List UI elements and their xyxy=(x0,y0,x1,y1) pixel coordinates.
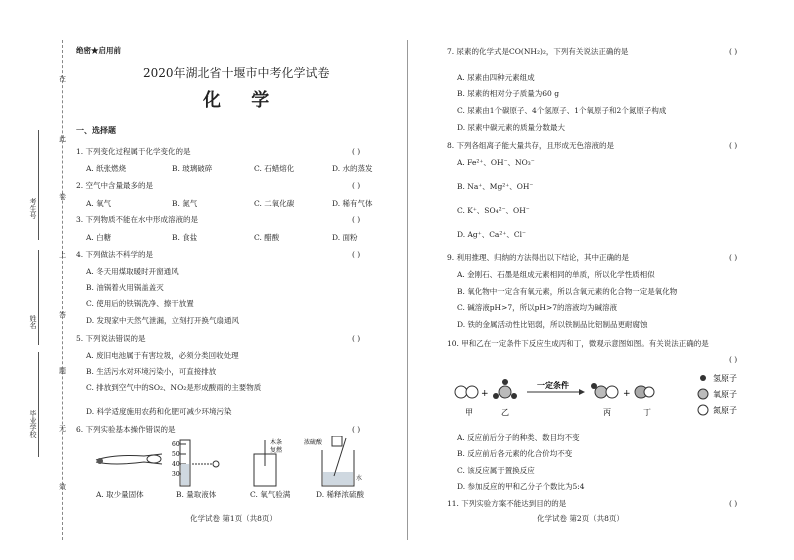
tick-label: 40 xyxy=(172,461,180,468)
option: B. 氧化物中一定含有氧元素，所以含氧元素的化合物一定是氧化物 xyxy=(457,287,678,296)
exam-title: 2020年湖北省十堰市中考化学试卷 xyxy=(143,66,330,80)
nitrogen-atom-icon xyxy=(698,405,708,415)
option: C. 二氧化碳 xyxy=(254,199,295,208)
tick-label: 30 xyxy=(172,471,180,478)
answer-paren: ( ) xyxy=(729,253,738,262)
answer-paren: ( ) xyxy=(352,425,361,434)
question-stem: 9. 利用推理、归纳的方法得出以下结论，其中正确的是 xyxy=(447,253,630,262)
binding-char: 卷 xyxy=(59,193,66,201)
option: A. 尿素由四种元素组成 xyxy=(457,73,535,82)
answer-paren: ( ) xyxy=(729,47,738,56)
product-label: 丙 xyxy=(603,408,611,417)
question-stem: 1. 下列变化过程属于化学变化的是 xyxy=(76,147,191,156)
option: A. 冬天用煤取暖时开窗通风 xyxy=(86,267,179,276)
field-exam-number: 考生号 xyxy=(29,198,37,219)
binding-char: 效 xyxy=(59,483,66,491)
secret-label: 绝密★启用前 xyxy=(76,46,121,55)
water-label: 水 xyxy=(356,475,363,482)
question-stem: 3. 下列物质不能在水中形成溶液的是 xyxy=(76,215,199,224)
product-label: 丁 xyxy=(643,408,651,417)
page-footer: 化学试卷 第2页（共8页） xyxy=(537,514,624,523)
field-line-name xyxy=(38,250,39,345)
option: C. 尿素由1个碳原子、4个氢原子、1个氧原子和2个氮原子构成 xyxy=(457,106,667,115)
answer-paren: ( ) xyxy=(352,334,361,343)
reaction-condition: 一定条件 xyxy=(537,380,569,390)
question-stem: 4. 下列做法不科学的是 xyxy=(76,250,154,259)
option: B. 氮气 xyxy=(172,199,198,208)
tick-label: 50 xyxy=(172,451,180,458)
option: D. 发现家中天然气泄漏，立刻打开换气扇通风 xyxy=(86,316,240,325)
legend-label: 氮原子 xyxy=(713,406,737,415)
option: D. 面粉 xyxy=(332,233,358,242)
binding-char: 上 xyxy=(59,251,66,259)
graduated-cylinder-icon xyxy=(180,440,219,486)
field-line-school xyxy=(38,352,39,457)
tick-label: 60 xyxy=(172,441,180,448)
tweezers-icon xyxy=(96,454,162,464)
binding-char: 答 xyxy=(59,311,66,319)
option: D. 科学适度施用农药和化肥可减少环境污染 xyxy=(86,407,232,416)
option: D. 参加反应的甲和乙分子个数比为5:4 xyxy=(457,482,585,491)
question-stem: 6. 下列实验基本操作错误的是 xyxy=(76,425,176,434)
answer-paren: ( ) xyxy=(729,141,738,150)
option: C. 氧气验满 xyxy=(250,490,291,499)
right-page xyxy=(407,0,794,560)
svg-text:+: + xyxy=(623,389,631,399)
question-stem: 10. 甲和乙在一定条件下反应生成丙和丁，微观示意图如图。有关说法正确的是 xyxy=(447,339,709,348)
option: A. 金刚石、石墨是组成元素相同的单质，所以化学性质相似 xyxy=(457,270,655,279)
field-school: 毕业学校 xyxy=(29,410,37,438)
option: A. 反应前后分子的种类、数目均不变 xyxy=(457,433,580,442)
option: C. 醋酸 xyxy=(254,233,280,242)
option: B. 反应前后各元素的化合价均不变 xyxy=(457,449,573,458)
oxygen-atom-icon xyxy=(698,389,708,399)
option: A. Fe²⁺、OH⁻、NO₃⁻ xyxy=(457,158,535,167)
section-heading: 一、选择题 xyxy=(76,125,116,135)
reaction-diagram xyxy=(451,370,781,426)
answer-paren: ( ) xyxy=(352,250,361,259)
answer-paren: ( ) xyxy=(352,147,361,156)
binding-char: 在 xyxy=(59,75,66,83)
option: A. 氧气 xyxy=(86,199,112,208)
reactant-label: 甲 xyxy=(465,408,473,417)
lab-operations-figure xyxy=(84,436,384,492)
question-stem: 5. 下列说法错误的是 xyxy=(76,334,146,343)
binding-char: 此 xyxy=(59,135,66,143)
option: D. 稀释浓硫酸 xyxy=(316,490,365,499)
field-line-exam-number xyxy=(38,130,39,240)
option: A. 取少量固体 xyxy=(96,490,144,499)
binding-char: 无 xyxy=(59,425,66,433)
option: B. Na⁺、Mg²⁺、OH⁻ xyxy=(457,182,534,191)
acid-label: 浓硫酸 xyxy=(304,439,323,446)
option: C. 排放到空气中的SO₂、NO₂是形成酸雨的主要物质 xyxy=(86,383,262,392)
option: C. 碱溶液pH>7，所以pH>7的溶液均为碱溶液 xyxy=(457,303,618,312)
option: A. 废旧电池属于有害垃圾，必须分类回收处理 xyxy=(86,351,239,360)
answer-paren: ( ) xyxy=(352,181,361,190)
page-footer: 化学试卷 第1页（共8页） xyxy=(190,514,277,523)
option: D. Ag⁺、Ca²⁺、Cl⁻ xyxy=(457,230,526,239)
option: B. 玻璃破碎 xyxy=(172,164,213,173)
legend-label: 氧原子 xyxy=(713,390,737,399)
question-stem: 11. 下列实验方案不能达到目的的是 xyxy=(447,499,567,508)
option: D. 稀有气体 xyxy=(332,199,373,208)
option: B. 油锅着火用锅盖盖灭 xyxy=(86,283,164,292)
option: A. 白糖 xyxy=(86,233,112,242)
answer-paren: ( ) xyxy=(729,355,738,364)
subject-title: 化 学 xyxy=(203,90,282,111)
option: B. 尿素的相对分子质量为60 g xyxy=(457,89,560,98)
legend-label: 氢原子 xyxy=(713,374,737,383)
beaker-icon xyxy=(322,436,354,486)
option: C. 使用后的铁锅洗净、擦干放置 xyxy=(86,299,194,308)
reactant-label: 乙 xyxy=(501,408,509,417)
option: A. 纸张燃烧 xyxy=(86,164,127,173)
option: B. 食盐 xyxy=(172,233,198,242)
question-stem: 7. 尿素的化学式是CO(NH₂)₂，下列有关说法正确的是 xyxy=(447,47,629,56)
svg-text:+: + xyxy=(481,389,489,399)
rekindle-label: 复燃 xyxy=(270,447,283,454)
option: C. 该反应属于置换反应 xyxy=(457,466,535,475)
option: C. 石蜡熔化 xyxy=(254,164,295,173)
stick-label: 木条 xyxy=(270,439,283,446)
binding-dashed-line xyxy=(62,40,63,540)
field-name: 姓名 xyxy=(29,315,37,329)
question-stem: 2. 空气中含量最多的是 xyxy=(76,181,154,190)
binding-char: 题 xyxy=(59,367,66,375)
option: D. 水的蒸发 xyxy=(332,164,373,173)
answer-paren: ( ) xyxy=(729,499,738,508)
option: C. K⁺、SO₄²⁻、OH⁻ xyxy=(457,206,530,215)
hydrogen-atom-icon xyxy=(700,375,706,381)
option: D. 尿素中碳元素的质量分数最大 xyxy=(457,123,566,132)
option: B. 量取液体 xyxy=(176,490,217,499)
option: B. 生活污水对环境污染小，可直接排放 xyxy=(86,367,217,376)
option: D. 铁的金属活动性比铝弱，所以铁制品比铝制品更耐腐蚀 xyxy=(457,320,648,329)
answer-paren: ( ) xyxy=(352,215,361,224)
question-stem: 8. 下列各组离子能大量共存，且形成无色溶液的是 xyxy=(447,141,615,150)
